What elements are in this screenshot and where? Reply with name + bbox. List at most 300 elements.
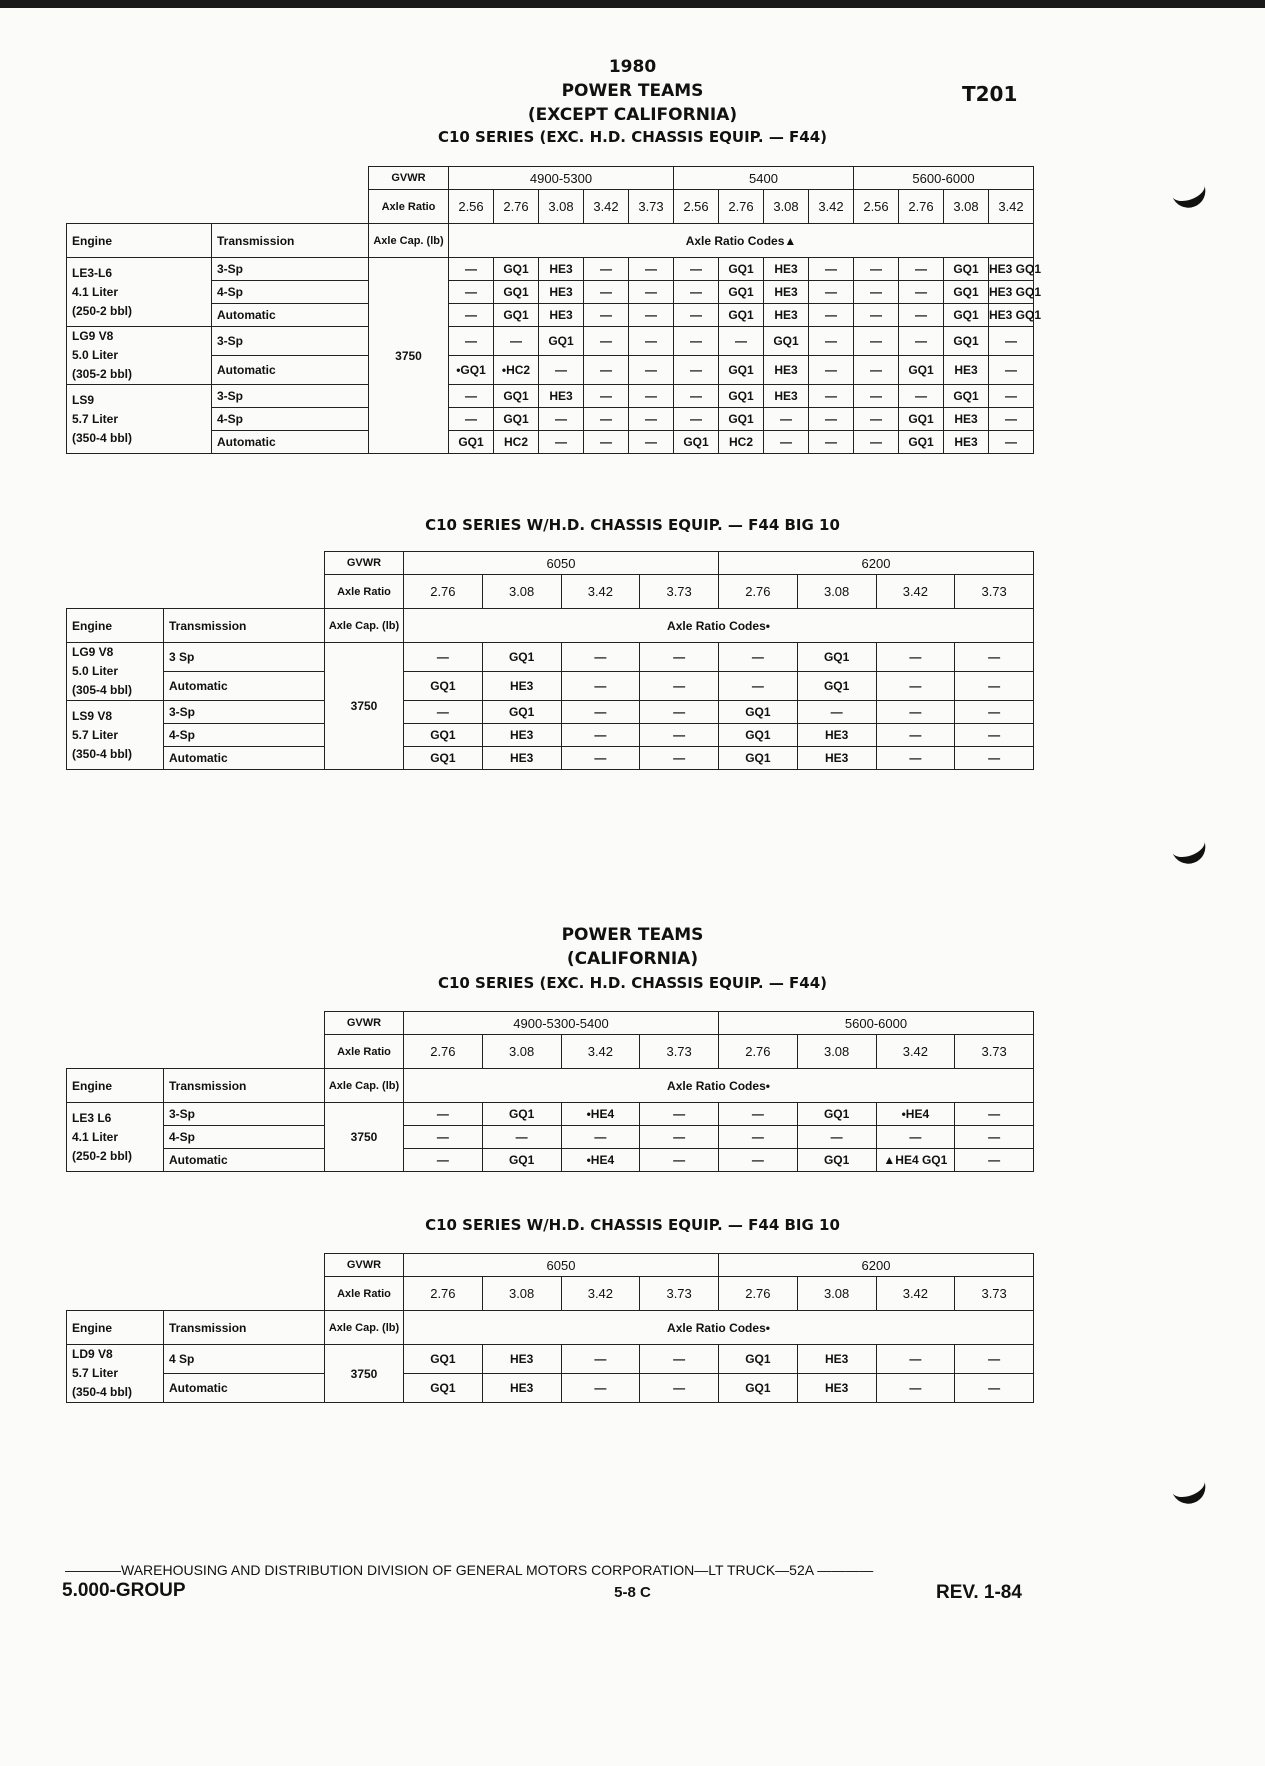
engine-line: (250-2 bbl) [72,303,133,318]
axle-code-cell: HE3 [764,304,809,327]
axle-ratio-cell: 2.76 [899,190,944,224]
axle-code-cell: — [955,1149,1034,1172]
axle-code-cell: GQ1 [404,724,483,747]
axle-ratio-cell: 3.42 [876,1277,955,1311]
engine-line: (250-2 bbl) [72,1148,133,1163]
axle-code-cell: — [640,747,719,770]
axle-code-cell: — [640,1126,719,1149]
axle-code-cell: — [449,304,494,327]
axle-code-cell: — [854,431,899,454]
axle-ratio-label: Axle Ratio [325,1035,404,1069]
power-teams-table-1 [66,166,1042,454]
binder-hole-mark [1164,817,1210,868]
axle-ratio-cell: 2.76 [404,1277,483,1311]
axle-code-cell: — [449,281,494,304]
axle-code-cell: GQ1 [539,327,584,356]
transmission-header: Transmission [164,1069,325,1103]
axle-code-cell: — [876,1374,955,1403]
axle-code-cell: — [674,281,719,304]
axle-code-cell: HE3 [944,356,989,385]
axle-ratio-cell: 2.76 [494,190,539,224]
gvwr-label: GVWR [325,1254,404,1277]
power-teams-table-4 [66,1253,1034,1403]
engine-line: (305-2 bbl) [72,367,133,381]
axle-code-cell: HE3 [482,1345,561,1374]
transmission-cell: Automatic [212,356,369,385]
axle-code-cell: GQ1 [719,747,798,770]
page-code: T201 [962,82,1018,106]
axle-code-cell: — [674,408,719,431]
axle-ratio-cell: 3.42 [584,190,629,224]
engine-line: (350-4 bbl) [72,430,133,445]
axle-code-cell: HE3 GQ1 [989,258,1034,281]
axle-cap-label: Axle Cap. (lb) [325,609,404,643]
engine-line: (350-4 bbl) [72,746,133,761]
axle-code-cell: — [797,1126,876,1149]
axle-code-cell: GQ1 [674,431,719,454]
axle-code-cell: GQ1 [719,724,798,747]
axle-code-cell: — [674,327,719,356]
axle-code-cell: — [482,1126,561,1149]
table-row [67,327,1034,356]
engine-header: Engine [67,1069,164,1103]
axle-code-cell: — [989,431,1034,454]
axle-ratio-cell: 3.42 [809,190,854,224]
axle-code-cell: — [584,385,629,408]
axle-code-cell: GQ1 [719,408,764,431]
table-row [67,701,1034,724]
axle-ratio-cell: 3.73 [640,575,719,609]
axle-code-cell: — [640,1149,719,1172]
axle-code-cell: — [584,258,629,281]
axle-ratio-cell: 2.56 [854,190,899,224]
axle-code-cell: — [640,643,719,672]
axle-code-cell: — [809,258,854,281]
axle-code-cell: GQ1 [944,304,989,327]
axle-code-cell: — [449,258,494,281]
transmission-cell: Automatic [212,431,369,454]
axle-ratio-cell: 3.08 [539,190,584,224]
axle-code-cell: GQ1 [719,1345,798,1374]
axle-code-cell: — [561,1374,640,1403]
engine-line: LG9 V8 [72,645,114,659]
axle-ratio-cell: 2.76 [719,1277,798,1311]
axle-code-cell: — [449,327,494,356]
engine-cell [67,1345,164,1403]
axle-cap-value: 3750 [325,1345,404,1403]
axle-code-cell: — [404,701,483,724]
gvwr-label: GVWR [369,167,449,190]
axle-code-cell: — [955,672,1034,701]
axle-code-cell: HC2 [719,431,764,454]
axle-ratio-cell: 2.56 [674,190,719,224]
axle-ratio-cell: 3.08 [764,190,809,224]
axle-code-cell: — [854,356,899,385]
axle-ratio-cell: 3.73 [629,190,674,224]
transmission-cell: 3-Sp [212,327,369,356]
axle-code-cell: GQ1 [944,385,989,408]
axle-code-cell: — [876,1345,955,1374]
axle-code-cell: HE3 [944,431,989,454]
power-teams-table-2 [66,551,1034,770]
axle-code-cell: HE3 [944,408,989,431]
gvwr-label: GVWR [325,1012,404,1035]
footer-line: ————WAREHOUSING AND DISTRIBUTION DIVISION OF GENERAL MOTORS CORPORATION—LT TRUCK—52A ———— [65,1562,874,1578]
axle-code-cell: — [955,1345,1034,1374]
axle-ratio-cell: 3.73 [640,1277,719,1311]
axle-code-cell: — [584,304,629,327]
axle-code-cell: — [809,327,854,356]
axle-code-cell: — [854,304,899,327]
axle-code-cell: GQ1 [494,385,539,408]
engine-cell [67,327,212,385]
axle-code-cell: HE3 [482,672,561,701]
axle-code-cell: GQ1 [404,672,483,701]
table-row [67,385,1034,408]
axle-code-cell: GQ1 [494,304,539,327]
axle-code-cell: — [449,408,494,431]
california-subtitle: (CALIFORNIA) [566,949,699,969]
table-row [67,1345,1034,1374]
axle-code-cell: — [449,385,494,408]
axle-code-cell: — [494,327,539,356]
transmission-cell: 4-Sp [164,724,325,747]
axle-code-cell: HE3 [764,356,809,385]
gvwr-group-1: 6200 [719,1254,1034,1277]
table-row [67,1126,1034,1149]
empty-cell [67,1012,325,1035]
page-title: POWER TEAMS [561,81,704,101]
axle-code-cell: GQ1 [482,701,561,724]
axle-ratio-cell: 2.76 [719,1035,798,1069]
axle-ratio-cell: 3.08 [797,575,876,609]
axle-cap-value: 3750 [369,258,449,454]
axle-code-cell: GQ1 [404,747,483,770]
axle-ratio-label: Axle Ratio [325,575,404,609]
axle-code-cell: — [764,408,809,431]
engine-line: LE3 L6 [72,1110,112,1125]
engine-cell [67,701,164,770]
axle-code-cell: — [809,356,854,385]
engine-cell [67,385,212,454]
axle-ratio-cell: 3.42 [989,190,1034,224]
gvwr-group-1: 5400 [674,167,854,190]
engine-line: LG9 V8 [72,329,114,343]
axle-code-cell: GQ1 [494,258,539,281]
axle-code-cell: HE3 [764,385,809,408]
gvwr-group-0: 6050 [404,1254,719,1277]
axle-ratio-label: Axle Ratio [369,190,449,224]
axle-code-cell: — [561,1345,640,1374]
axle-ratio-cell: 2.76 [404,1035,483,1069]
axle-code-cell: HE3 GQ1 [989,281,1034,304]
axle-ratio-cell: 3.08 [482,1035,561,1069]
axle-code-cell: HE3 [764,281,809,304]
axle-code-cell: GQ1 [944,327,989,356]
transmission-cell: Automatic [164,747,325,770]
axle-code-cell: — [404,1126,483,1149]
table-row [67,724,1034,747]
axle-code-cell: GQ1 [494,408,539,431]
transmission-cell: Automatic [164,672,325,701]
axle-code-cell: — [629,258,674,281]
axle-code-cell: HE3 [797,747,876,770]
transmission-cell: Automatic [164,1374,325,1403]
axle-code-cell: — [640,1345,719,1374]
axle-code-cell: — [561,747,640,770]
axle-code-cell: GQ1 [797,1103,876,1126]
axle-code-cell: — [955,747,1034,770]
axle-code-cell: — [629,281,674,304]
axle-code-cell: — [539,431,584,454]
engine-cell [67,258,212,327]
axle-code-cell: GQ1 [899,408,944,431]
axle-ratio-cell: 3.08 [482,1277,561,1311]
axle-code-cell: — [561,643,640,672]
axle-code-cell: •HE4 [561,1103,640,1126]
axle-code-cell: — [899,327,944,356]
axle-code-cell: — [629,356,674,385]
axle-ratio-label: Axle Ratio [325,1277,404,1311]
axle-code-cell: — [989,327,1034,356]
transmission-cell: 4-Sp [212,408,369,431]
transmission-cell: 4 Sp [164,1345,325,1374]
table-row [67,643,1034,672]
table-row [67,281,1034,304]
gvwr-group-0: 4900-5300-5400 [404,1012,719,1035]
axle-code-cell: — [629,385,674,408]
axle-code-cell: GQ1 [899,431,944,454]
binder-hole-mark [1164,161,1210,212]
axle-code-cell: — [629,304,674,327]
axle-code-cell: — [539,356,584,385]
axle-code-cell: — [584,408,629,431]
table-row [67,672,1034,701]
empty-cell [67,1254,325,1277]
axle-code-cell: — [899,258,944,281]
axle-code-cell: — [404,643,483,672]
axle-code-cell: — [955,643,1034,672]
engine-line: 5.7 Liter [72,411,119,426]
axle-code-cell: — [561,701,640,724]
axle-code-cell: •HC2 [494,356,539,385]
axle-code-cell: — [584,281,629,304]
engine-line: LS9 [72,392,95,407]
axle-code-cell: — [719,327,764,356]
binder-hole-mark [1164,1457,1210,1508]
axle-cap-label: Axle Cap. (lb) [325,1069,404,1103]
axle-code-cell: GQ1 [482,1149,561,1172]
axle-code-cell: GQ1 [449,431,494,454]
axle-ratio-cell: 3.73 [955,1277,1034,1311]
engine-line: (350-4 bbl) [72,1385,133,1399]
axle-code-cell: — [640,724,719,747]
axle-code-cell: — [955,1103,1034,1126]
axle-code-cell: — [640,1103,719,1126]
empty-cell [67,552,325,575]
table-1-title: C10 SERIES (EXC. H.D. CHASSIS EQUIP. — F44) [437,128,828,146]
transmission-cell: Automatic [164,1149,325,1172]
axle-ratio-cell: 2.76 [719,190,764,224]
axle-code-cell: — [561,724,640,747]
axle-ratio-cell: 3.73 [955,575,1034,609]
axle-code-cell: — [674,304,719,327]
axle-code-cell: — [561,672,640,701]
axle-code-cell: — [955,724,1034,747]
axle-code-cell: GQ1 [494,281,539,304]
footer-rev: REV. 1-84 [936,1582,1022,1603]
axle-code-cell: — [539,408,584,431]
axle-code-cell: •GQ1 [449,356,494,385]
axle-code-cell: — [764,431,809,454]
axle-code-cell: — [989,385,1034,408]
axle-code-cell: GQ1 [404,1374,483,1403]
axle-ratio-cell: 3.42 [876,575,955,609]
table-row [67,356,1034,385]
axle-code-cell: HE3 GQ1 [989,304,1034,327]
axle-code-cell: — [899,304,944,327]
axle-code-cell: GQ1 [944,258,989,281]
california-title: POWER TEAMS [561,925,704,945]
gvwr-group-0: 6050 [404,552,719,575]
axle-code-cell: — [640,1374,719,1403]
axle-code-cell: GQ1 [719,304,764,327]
axle-code-cell: HC2 [494,431,539,454]
table-4-title: C10 SERIES W/H.D. CHASSIS EQUIP. — F44 BIG 10 [425,1216,840,1234]
axle-code-cell: — [640,672,719,701]
axle-code-cell: GQ1 [482,1103,561,1126]
axle-cap-value: 3750 [325,1103,404,1172]
engine-line: LS9 V8 [72,708,113,723]
axle-code-cell: — [629,327,674,356]
axle-code-cell: — [797,701,876,724]
axle-code-cell: — [955,1126,1034,1149]
axle-code-cell: — [854,327,899,356]
engine-line: 4.1 Liter [72,284,119,299]
axle-code-cell: GQ1 [797,643,876,672]
axle-code-cell: — [640,701,719,724]
axle-code-cell: GQ1 [764,327,809,356]
axle-code-cell: HE3 [797,1345,876,1374]
transmission-cell: Automatic [212,304,369,327]
page-year: 1980 [608,57,657,77]
power-teams-table-3 [66,1011,1034,1172]
axle-code-cell: HE3 [482,1374,561,1403]
axle-code-cell: GQ1 [719,281,764,304]
axle-code-cell: — [809,408,854,431]
axle-code-cell: HE3 [764,258,809,281]
table-row [67,1103,1034,1126]
axle-ratio-cell: 3.42 [876,1035,955,1069]
axle-ratio-cell: 2.76 [404,575,483,609]
transmission-cell: 3-Sp [164,1103,325,1126]
engine-line: 5.7 Liter [72,1366,119,1380]
axle-ratio-cell: 3.08 [797,1277,876,1311]
axle-code-cell: — [876,1126,955,1149]
axle-code-cell: HE3 [482,724,561,747]
axle-ratio-cell: 3.42 [561,575,640,609]
axle-code-cell: •HE4 [876,1103,955,1126]
axle-code-cell: — [719,1149,798,1172]
transmission-cell: 3-Sp [164,701,325,724]
axle-code-cell: — [404,1149,483,1172]
axle-code-cell: HE3 [539,385,584,408]
table-row [67,431,1034,454]
engine-line: 5.7 Liter [72,727,119,742]
empty-cell [67,1277,325,1311]
axle-code-cell: — [809,281,854,304]
axle-code-cell: — [719,643,798,672]
axle-code-cell: — [809,385,854,408]
axle-code-cell: — [584,431,629,454]
axle-code-cell: — [809,304,854,327]
gvwr-group-2: 5600-6000 [854,167,1034,190]
axle-ratio-cell: 3.73 [640,1035,719,1069]
table-row [67,747,1034,770]
axle-code-cell: — [854,385,899,408]
axle-cap-value: 3750 [325,643,404,770]
axle-code-cell: GQ1 [719,356,764,385]
axle-ratio-codes-header: Axle Ratio Codes• [404,1069,1034,1103]
axle-code-cell: GQ1 [719,385,764,408]
transmission-cell: 3-Sp [212,258,369,281]
axle-code-cell: GQ1 [797,1149,876,1172]
axle-ratio-cell: 3.08 [797,1035,876,1069]
axle-code-cell: HE3 [797,1374,876,1403]
axle-code-cell: — [719,672,798,701]
axle-code-cell: — [854,281,899,304]
gvwr-group-1: 5600-6000 [719,1012,1034,1035]
axle-ratio-codes-header: Axle Ratio Codes• [404,609,1034,643]
axle-code-cell: — [876,643,955,672]
transmission-cell: 3 Sp [164,643,325,672]
axle-ratio-cell: 3.42 [561,1035,640,1069]
axle-code-cell: GQ1 [797,672,876,701]
axle-code-cell: GQ1 [944,281,989,304]
axle-code-cell: — [854,408,899,431]
axle-code-cell: GQ1 [719,258,764,281]
engine-line: (305-4 bbl) [72,683,133,697]
axle-cap-label: Axle Cap. (lb) [369,224,449,258]
axle-code-cell: — [809,431,854,454]
axle-ratio-cell: 2.76 [719,575,798,609]
axle-code-cell: — [674,258,719,281]
axle-code-cell: — [989,408,1034,431]
footer-page: 5-8 C [614,1584,651,1601]
table-3-title: C10 SERIES (EXC. H.D. CHASSIS EQUIP. — F44) [437,974,828,992]
table-row [67,1374,1034,1403]
engine-line: LD9 V8 [72,1347,113,1361]
gvwr-group-0: 4900-5300 [449,167,674,190]
gvwr-group-1: 6200 [719,552,1034,575]
axle-code-cell: — [719,1103,798,1126]
gvwr-label: GVWR [325,552,404,575]
axle-code-cell: ▲HE4 GQ1 [876,1149,955,1172]
table-row [67,258,1034,281]
axle-ratio-codes-header: Axle Ratio Codes▲ [449,224,1034,258]
axle-code-cell: — [629,408,674,431]
footer-group: 5.000-GROUP [62,1580,186,1601]
axle-code-cell: HE3 [539,258,584,281]
empty-cell [67,575,325,609]
axle-code-cell: GQ1 [899,356,944,385]
axle-code-cell: GQ1 [719,1374,798,1403]
axle-code-cell: — [899,281,944,304]
page-top-edge [0,0,1265,8]
axle-code-cell: GQ1 [719,701,798,724]
table-row [67,408,1034,431]
axle-code-cell: — [899,385,944,408]
